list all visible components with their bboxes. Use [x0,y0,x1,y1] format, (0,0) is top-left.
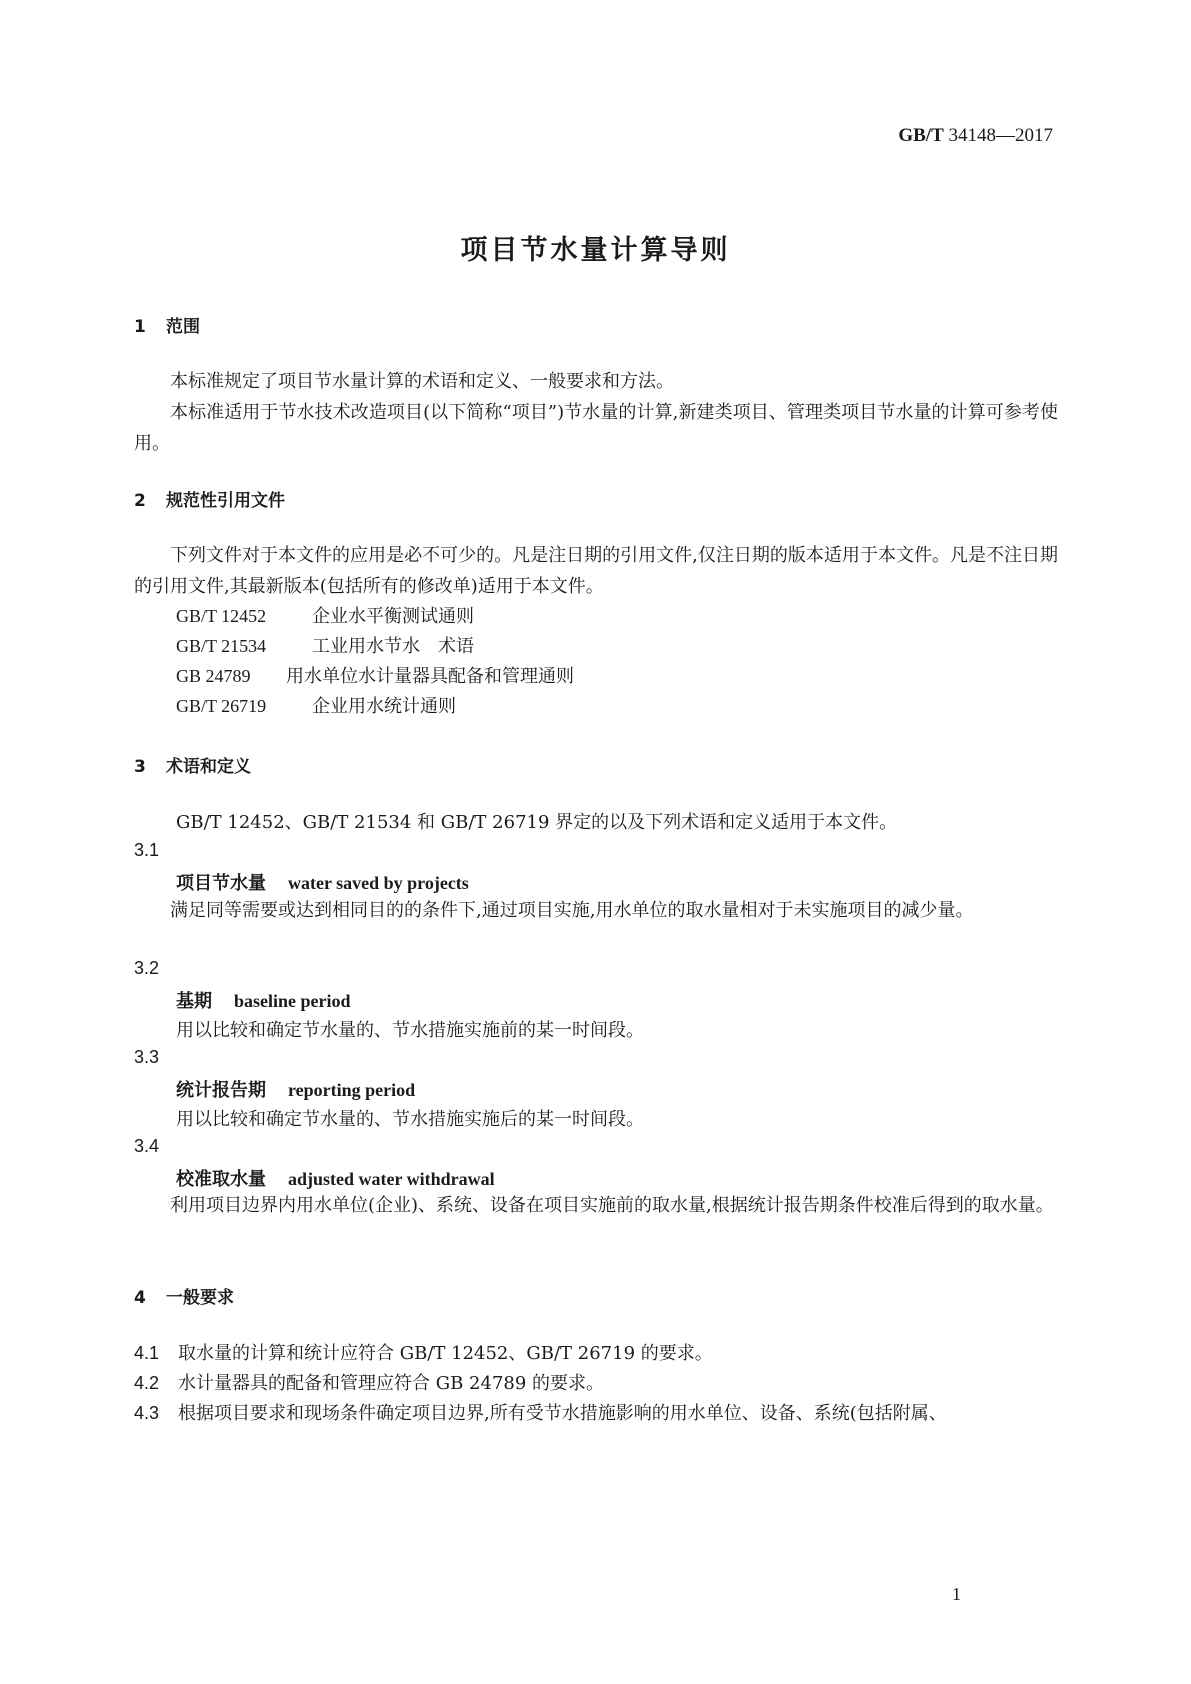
requirement-number: 4.1 [134,1343,160,1363]
term-name [176,987,351,1013]
term-name [176,869,469,895]
term-definition: 用以比较和确定节水量的、节水措施实施前的某一时间段。 [176,1020,644,1041]
section-3-heading [134,752,251,777]
section-number: 4 [134,1288,146,1308]
reference-code: GB/T 21534 [176,636,267,656]
term-number: 3.1 [134,840,160,860]
requirement-text: 水计量器具的配备和管理应符合 GB 24789 的要求。 [178,1373,605,1394]
reference-item [176,692,456,718]
term-number: 3.2 [134,958,160,978]
reference-item [176,662,574,688]
requirement-number: 4.3 [134,1403,160,1423]
section-title: 规范性引用文件 [166,491,285,511]
section-title: 一般要求 [166,1288,234,1308]
term-name-zh: 统计报告期 [176,1080,266,1101]
section-title: 范围 [166,317,200,337]
section-3-intro: GB/T 12452、GB/T 21534 和 GB/T 26719 界定的以及下列术语和定义适用于本文件。 [176,812,898,833]
document-title: 项目节水量计算导则 [460,235,731,266]
reference-code: GB 24789 [176,666,251,686]
requirement-text: 取水量的计算和统计应符合 GB/T 12452、GB/T 26719 的要求。 [178,1343,713,1364]
term-name-en: reporting period [288,1080,416,1100]
section-number: 2 [134,491,146,511]
section-number: 3 [134,757,146,777]
requirement-item [134,1339,713,1365]
standard-prefix: GB/T [898,125,944,146]
standard-number: 34148—2017 [948,125,1053,146]
reference-title: 工业用水节水 术语 [312,636,474,657]
term-definition: 用以比较和确定节水量的、节水措施实施后的某一时间段。 [176,1109,644,1130]
term-name-zh: 项目节水量 [176,873,266,894]
term-name-en: water saved by projects [288,873,469,893]
section-2-paragraph-1: 下列文件对于本文件的应用是必不可少的。凡是注日期的引用文件,仅注日期的版本适用于本文件。凡是不注日期的引用文件,其最新版本(包括所有的修改单)适用于本文件。 [134,545,1058,597]
section-1-heading [134,312,200,337]
section-1-paragraph-1: 本标准规定了项目节水量计算的术语和定义、一般要求和方法。 [170,371,674,392]
term-name-zh: 基期 [176,991,212,1012]
term-definition: 利用项目边界内用水单位(企业)、系统、设备在项目实施前的取水量,根据统计报告期条件校准后得到的取水量。 [170,1195,1054,1216]
reference-title: 企业水平衡测试通则 [312,606,474,627]
requirement-item [134,1399,947,1425]
section-number: 1 [134,317,146,337]
page-number: 1 [952,1584,961,1604]
term-definition: 满足同等需要或达到相同目的的条件下,通过项目实施,用水单位的取水量相对于未实施项目的减少量。 [170,900,974,921]
section-4-heading [134,1283,234,1308]
requirement-item [134,1369,604,1395]
requirement-text: 根据项目要求和现场条件确定项目边界,所有受节水措施影响的用水单位、设备、系统(包括附属、 [178,1403,947,1424]
requirement-number: 4.2 [134,1373,160,1393]
term-name-zh: 校准取水量 [176,1169,266,1190]
section-2-heading [134,486,285,511]
term-name [176,1165,495,1191]
reference-title: 用水单位水计量器具配备和管理通则 [286,666,574,687]
reference-title: 企业用水统计通则 [312,696,456,717]
reference-item [176,602,474,628]
reference-code: GB/T 12452 [176,606,267,626]
reference-code: GB/T 26719 [176,696,267,716]
term-name-en: adjusted water withdrawal [288,1169,495,1189]
term-name-en: baseline period [234,991,351,1011]
reference-item [176,632,474,658]
section-1-paragraph-2: 本标准适用于节水技术改造项目(以下简称“项目”)节水量的计算,新建类项目、管理类项目节水量的计算可参考使用。 [134,402,1058,454]
term-number: 3.3 [134,1047,160,1067]
section-title: 术语和定义 [166,757,251,777]
standard-code [898,125,1053,147]
term-number: 3.4 [134,1136,160,1156]
term-name [176,1076,415,1102]
